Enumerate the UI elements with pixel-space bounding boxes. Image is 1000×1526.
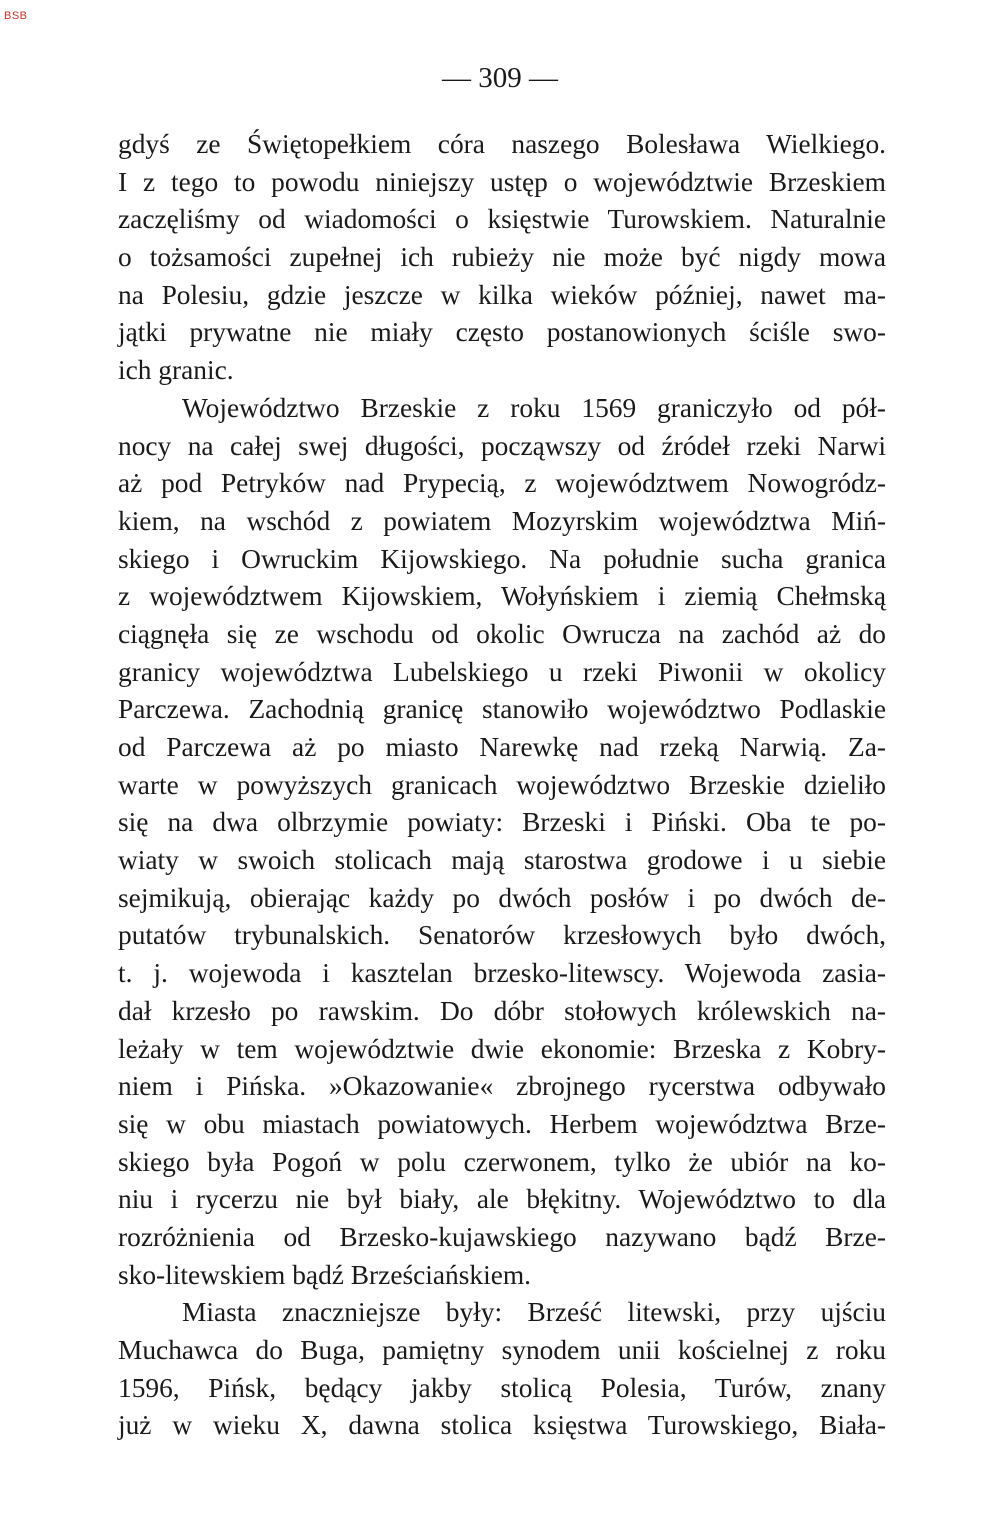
text-line: warte w powyższych granicach województwo Brzeskie dzieliło xyxy=(118,769,886,800)
text-line: granicy województwa Lubelskiego u rzeki Piwonii w okolicy xyxy=(118,656,886,687)
text-line: wiaty w swoich stolicach mają starostwa grodowe i u siebie xyxy=(118,845,886,876)
library-stamp: BSB xyxy=(4,10,28,22)
text-line: niem i Pińska. »Okazowanie« zbrojnego rycerstwa odbywało xyxy=(118,1071,886,1102)
text-line: zaczęliśmy od wiadomości o księstwie Turowskiem. Naturalnie xyxy=(118,204,886,235)
text-line: Muchawca do Buga, pamiętny synodem unii kościelnej z roku xyxy=(118,1335,886,1365)
text-line: sejmikują, obierając każdy po dwóch posłów i po dwóch de- xyxy=(118,882,886,913)
text-line: 1596, Pińsk, będący jakby stolicą Polesia, Turów, znany xyxy=(118,1372,886,1403)
text-line: z województwem Kijowskiem, Wołyńskiem i ziemią Chełmską xyxy=(118,581,886,612)
text-line: Parczewa. Zachodnią granicę stanowiło województwo Podlaskie xyxy=(118,694,886,725)
text-line: putatów trybunalskich. Senatorów krzesłowych było dwóch, xyxy=(118,920,886,951)
text-line: sko-litewskiem bądź Brześciańskiem. xyxy=(118,1259,532,1290)
text-line: o tożsamości zupełnej ich rubieży nie może być nigdy mowa xyxy=(118,242,886,273)
text-line: ciągnęła się ze wschodu od okolic Owrucza na zachód aż do xyxy=(118,618,886,649)
paragraph-first-line: Województwo Brzeskie z roku 1569 graniczyło od pół- xyxy=(182,392,886,423)
text-line: skiego i Owruckim Kijowskiego. Na południe sucha granica xyxy=(118,543,886,574)
text-line: jątki prywatne nie miały często postanowionych ściśle swo- xyxy=(118,317,886,348)
text-line: gdyś ze Świętopełkiem córa naszego Bolesława Wielkiego. xyxy=(118,129,886,159)
text-line: kiem, na wschód z powiatem Mozyrskim województwa Miń- xyxy=(118,505,886,536)
text-line: rozróżnienia od Brzesko-kujawskiego nazywano bądź Brze- xyxy=(118,1221,886,1252)
text-line: t. j. wojewoda i kasztelan brzesko-litewscy. Wojewoda zasia- xyxy=(118,958,886,989)
page-number: — 309 — xyxy=(442,62,558,94)
text-line: się na dwa olbrzymie powiaty: Brzeski i Piński. Oba te po- xyxy=(118,807,886,838)
text-line: się w obu miastach powiatowych. Herbem województwa Brze- xyxy=(118,1108,886,1139)
text-line: już w wieku X, dawna stolica księstwa Turowskiego, Biała- xyxy=(118,1410,886,1441)
text-line: dał krzesło po rawskim. Do dóbr stołowych królewskich na- xyxy=(118,995,886,1026)
text-line: nocy na całej swej długości, począwszy od źródeł rzeki Narwi xyxy=(118,430,886,461)
text-line: na Polesiu, gdzie jeszcze w kilka wieków później, nawet ma- xyxy=(118,279,886,310)
paragraph-first-line: Miasta znaczniejsze były: Brześć litewski, przy ujściu xyxy=(182,1297,886,1328)
text-line: aż pod Petryków nad Prypecią, z województwem Nowogródz- xyxy=(118,468,886,499)
text-line: leżały w tem województwie dwie ekonomie: Brzeska z Kobry- xyxy=(118,1033,886,1064)
text-line: niu i rycerzu nie był biały, ale błękitny. Województwo to dla xyxy=(118,1184,886,1215)
text-line: ich granic. xyxy=(118,355,234,386)
text-line: I z tego to powodu niniejszy ustęp o województwie Brzeskiem xyxy=(118,166,886,197)
text-line: skiego była Pogoń w polu czerwonem, tylko że ubiór na ko- xyxy=(118,1146,886,1177)
text-line: od Parczewa aż po miasto Narewkę nad rzeką Narwią. Za- xyxy=(118,732,886,762)
page-body-text xyxy=(118,126,886,1445)
